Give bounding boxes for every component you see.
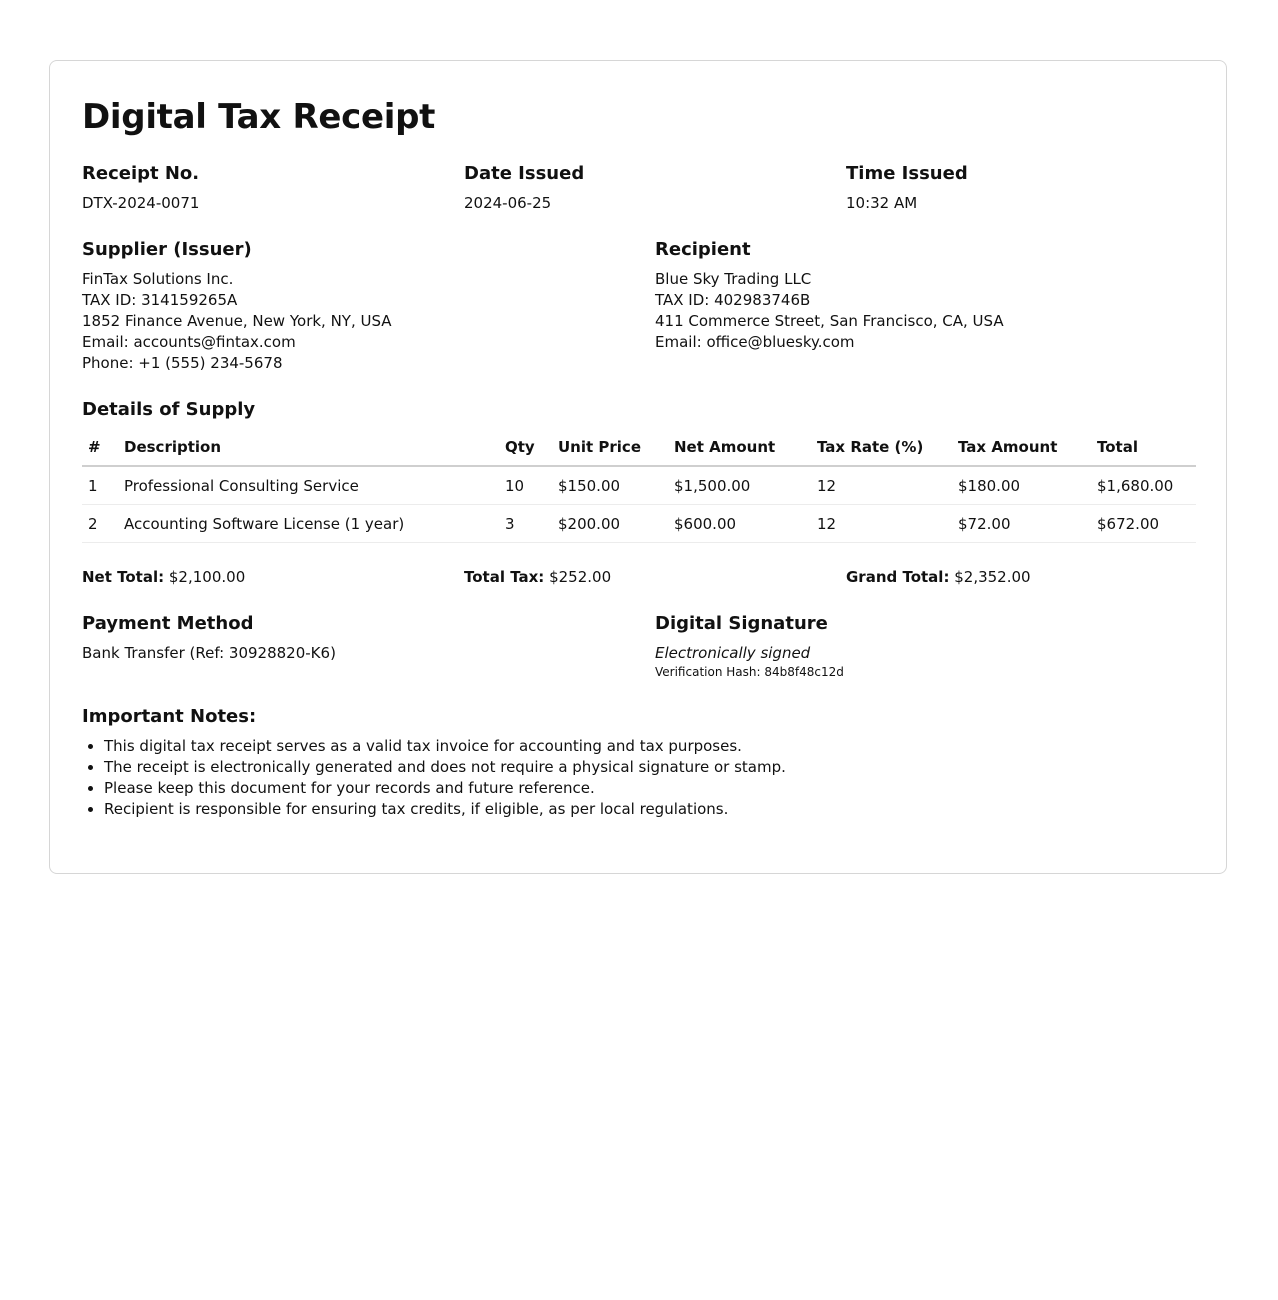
table-cell: $672.00 [1091, 505, 1196, 543]
column-header: Unit Price [552, 429, 668, 466]
column-header: # [82, 429, 118, 466]
receipt-no-label: Receipt No. [82, 163, 200, 184]
signature-block [655, 613, 1196, 680]
total-tax-label: Total Tax: [464, 568, 545, 586]
column-header: Net Amount [668, 429, 811, 466]
signature-status: Electronically signed [655, 644, 811, 662]
recipient-name: Blue Sky Trading LLC [655, 270, 812, 288]
signature-heading: Digital Signature [655, 613, 828, 634]
receipt-card [49, 60, 1227, 874]
net-total-value: $2,100.00 [168, 568, 246, 586]
recipient-heading: Recipient [655, 239, 751, 260]
notes-heading: Important Notes: [82, 706, 257, 727]
table-cell: 12 [811, 466, 952, 505]
table-cell: $1,680.00 [1091, 466, 1196, 505]
supplier-name: FinTax Solutions Inc. [82, 270, 234, 288]
table-cell: $150.00 [552, 466, 668, 505]
supplier-address: 1852 Finance Avenue, New York, NY, USA [82, 312, 392, 330]
table-cell: Accounting Software License (1 year) [118, 505, 499, 543]
receipt-meta [82, 163, 1196, 214]
supplier-heading: Supplier (Issuer) [82, 239, 252, 260]
table-cell: $600.00 [668, 505, 811, 543]
totals-row [82, 567, 1196, 588]
supply-heading: Details of Supply [82, 399, 256, 420]
payment-block [82, 613, 655, 680]
notes-list [82, 736, 1196, 820]
time-issued-block [846, 163, 1196, 214]
date-issued-block [464, 163, 846, 214]
list-item: • Recipient is responsible for ensuring tax credits, if eligible, as per local regulations. [104, 799, 1196, 820]
table-header-row [82, 429, 1196, 466]
supplier-phone: Phone: +1 (555) 234-5678 [82, 354, 283, 372]
table-cell: 3 [499, 505, 552, 543]
payment-heading: Payment Method [82, 613, 254, 634]
recipient-tax-id: TAX ID: 402983746B [655, 291, 811, 309]
grand-total [846, 567, 1196, 588]
grand-total-value: $2,352.00 [954, 568, 1031, 586]
total-tax [464, 567, 846, 588]
table-cell: $180.00 [952, 466, 1091, 505]
net-total [82, 567, 464, 588]
column-header: Tax Amount [952, 429, 1091, 466]
receipt-no-value: DTX-2024-0071 [82, 194, 200, 212]
payment-signature-section [82, 613, 1196, 680]
table-cell: $1,500.00 [668, 466, 811, 505]
list-item: • Please keep this document for your records and future reference. [104, 778, 1196, 799]
table-cell: 2 [82, 505, 118, 543]
date-issued-value: 2024-06-25 [464, 194, 552, 212]
column-header: Tax Rate (%) [811, 429, 952, 466]
table-cell: 12 [811, 505, 952, 543]
grand-total-label: Grand Total: [846, 568, 950, 586]
table-cell: $200.00 [552, 505, 668, 543]
supplier-email: Email: accounts@fintax.com [82, 333, 296, 351]
page-title: Digital Tax Receipt [82, 97, 436, 137]
recipient-email: Email: office@bluesky.com [655, 333, 855, 351]
notes-section [82, 706, 1196, 820]
table-row [82, 505, 1196, 543]
table-cell: Professional Consulting Service [118, 466, 499, 505]
list-item: • This digital tax receipt serves as a valid tax invoice for accounting and tax purposes. [104, 736, 1196, 757]
time-issued-label: Time Issued [846, 163, 968, 184]
receipt-no-block [82, 163, 464, 214]
column-header: Description [118, 429, 499, 466]
supplier-block [82, 239, 655, 374]
table-cell: $72.00 [952, 505, 1091, 543]
recipient-block [655, 239, 1196, 374]
table-cell: 10 [499, 466, 552, 505]
time-issued-value: 10:32 AM [846, 194, 918, 212]
recipient-address: 411 Commerce Street, San Francisco, CA, USA [655, 312, 1004, 330]
table-row [82, 466, 1196, 505]
column-header: Qty [499, 429, 552, 466]
parties-section [82, 239, 1196, 374]
supplier-tax-id: TAX ID: 314159265A [82, 291, 238, 309]
total-tax-value: $252.00 [549, 568, 612, 586]
verification-hash: Verification Hash: 84b8f48c12d [655, 665, 844, 679]
payment-value: Bank Transfer (Ref: 30928820-K6) [82, 644, 336, 662]
column-header: Total [1091, 429, 1196, 466]
supply-table [82, 429, 1196, 543]
date-issued-label: Date Issued [464, 163, 585, 184]
table-cell: 1 [82, 466, 118, 505]
list-item: • The receipt is electronically generated and does not require a physical signature or stamp. [104, 757, 1196, 778]
net-total-label: Net Total: [82, 568, 165, 586]
